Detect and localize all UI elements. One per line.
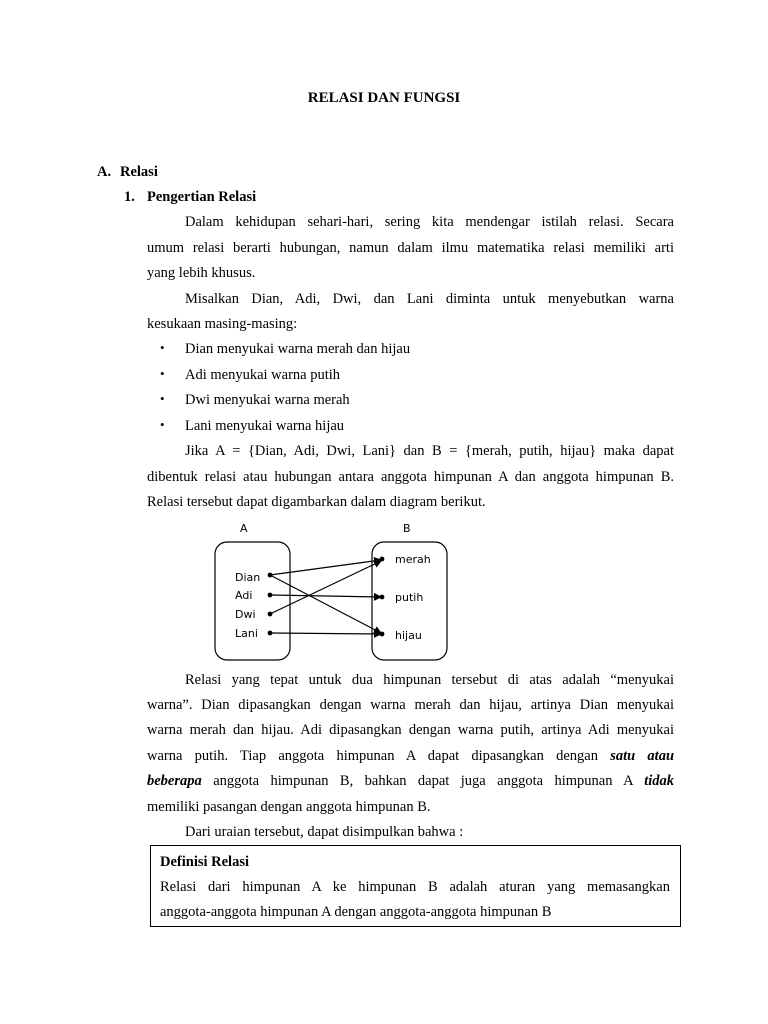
arrow-lani-hijau — [270, 633, 381, 634]
set-a-member: Dwi — [235, 608, 256, 621]
para1-line: yang lebih khusus. — [147, 265, 256, 281]
set-a-member: Adi — [235, 589, 253, 602]
para4-line: warna merah dan hijau. Adi dipasangkan dengan warna putih, artinya Adi menyukai — [147, 722, 674, 738]
para4-line — [147, 771, 674, 791]
section-title: Relasi — [120, 164, 158, 180]
subsection-title: Pengertian Relasi — [147, 189, 257, 205]
set-b-member: merah — [395, 553, 431, 566]
para4-line: Relasi yang tepat untuk dua himpunan tersebut di atas adalah “menyukai — [185, 672, 674, 688]
para3-line: Relasi tersebut dapat digambarkan dalam diagram berikut. — [147, 494, 486, 510]
section-label: A. — [97, 164, 112, 180]
arrow-dian-hijau — [270, 575, 381, 633]
bullet-icon: • — [160, 391, 165, 406]
bullet-icon: • — [160, 417, 165, 432]
emphasis-text: beberapa — [147, 773, 202, 789]
para2-line: Misalkan Dian, Adi, Dwi, dan Lani diminta untuk menyebutkan warna — [185, 291, 674, 307]
para1-line: umum relasi berarti hubungan, namun dalam ilmu matematika relasi memiliki arti — [147, 240, 674, 256]
page-title: RELASI DAN FUNGSI — [307, 90, 461, 106]
definition-line: anggota-anggota himpunan A dengan anggota-anggota himpunan B — [160, 904, 552, 920]
para5-line: Dari uraian tersebut, dapat disimpulkan bahwa : — [185, 824, 464, 840]
set-b-member: hijau — [395, 629, 422, 642]
para4-text: warna putih. Tiap anggota himpunan A dapat dipasangkan dengan — [147, 748, 598, 764]
para3-line: Jika A = {Dian, Adi, Dwi, Lani} dan B = {merah, putih, hijau} maka dapat — [185, 443, 674, 459]
emphasis-text: satu atau — [610, 748, 675, 764]
set-a-member: Lani — [235, 627, 258, 640]
bullet-icon: • — [160, 340, 165, 355]
list-item: Dwi menyukai warna merah — [185, 392, 350, 408]
list-item: Dian menyukai warna merah dan hijau — [185, 341, 411, 357]
subsection-label: 1. — [124, 189, 135, 205]
relation-diagram — [195, 515, 465, 665]
para4-line: warna”. Dian dipasangkan dengan warna merah dan hijau, artinya Dian menyukai — [147, 697, 674, 713]
para4-text: anggota himpunan B, bahkan dapat juga anggota himpunan A — [201, 773, 633, 789]
set-b-label: B — [403, 522, 411, 535]
para2-line: kesukaan masing-masing: — [147, 316, 298, 332]
definition-line: Relasi dari himpunan A ke himpunan B adalah aturan yang memasangkan — [160, 879, 670, 895]
para4-line — [147, 746, 674, 766]
set-a-ellipse — [215, 542, 290, 660]
para1-line: Dalam kehidupan sehari-hari, sering kita mendengar istilah relasi. Secara — [185, 214, 674, 230]
set-a-label: A — [240, 522, 248, 535]
list-item: Adi menyukai warna putih — [185, 367, 341, 383]
arrow-adi-putih — [270, 595, 381, 597]
arrow-dian-merah — [270, 560, 381, 575]
bullet-icon: • — [160, 366, 165, 381]
para4-line: memiliki pasangan dengan anggota himpunan B. — [147, 799, 431, 815]
list-item: Lani menyukai warna hijau — [185, 418, 345, 434]
definition-title: Definisi Relasi — [160, 854, 250, 870]
set-b-member: putih — [395, 591, 424, 604]
arrow-dwi-merah — [270, 561, 381, 614]
set-a-member: Dian — [235, 571, 261, 584]
para3-line: dibentuk relasi atau hubungan antara anggota himpunan A dan anggota himpunan B. — [147, 469, 674, 485]
emphasis-text: tidak — [644, 773, 674, 789]
